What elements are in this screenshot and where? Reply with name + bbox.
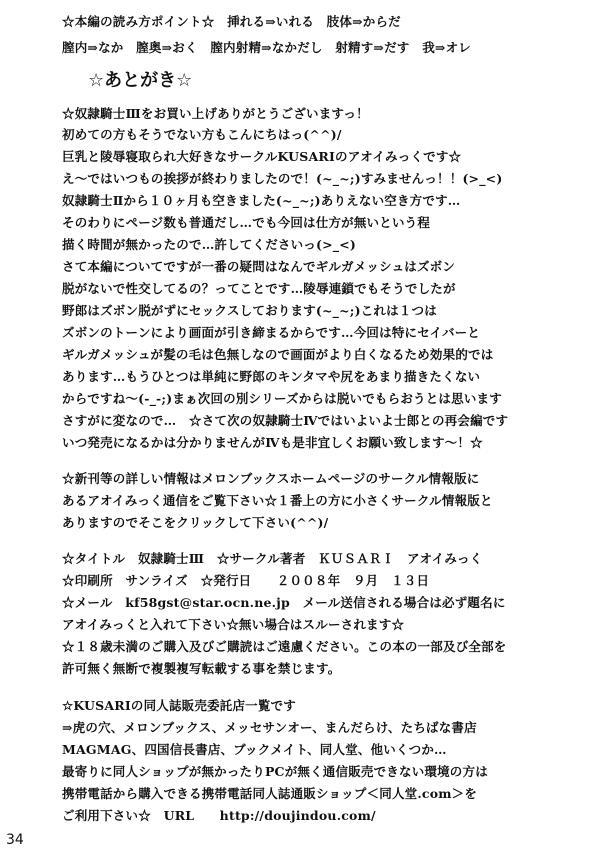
- afterword-line: さて本編についてですが一番の疑問はなんでギルガメッシュはズボン: [62, 259, 456, 274]
- afterword-line: からですね～(-_-;)まぁ次回の別シリーズからは脱いでもらおうとは思います: [62, 391, 502, 406]
- stores-line: ご利用下さい☆ URL http://doujindou.com/: [62, 808, 376, 823]
- afterword-line: ズボンのトーンにより画面が引き締まるからです…今回は特にセイバーと: [62, 325, 481, 340]
- colophon-line: アオイみっくと入れて下さい☆無い場合はスルーされます☆: [62, 617, 405, 632]
- afterword-line: さすがに変なので… ☆さて次の奴隷騎士Ⅳではいよいよ士郎との再会編です: [62, 413, 509, 428]
- stores-line: 携帯電話から購入できる携帯電話同人誌通販ショップ＜同人堂.com＞を: [62, 786, 478, 801]
- afterword-line: あります…もうひとつは単純に野郎のキンタマや尻をあまり描きたくない: [62, 369, 481, 384]
- stores-line: ⇒虎の穴、メロンブックス、メッセサンオー、まんだらけ、たちばな書店: [62, 720, 477, 735]
- afterword-line: いつ発売になるかは分かりませんがⅣも是非宜しくお願い致します～！☆: [62, 435, 483, 450]
- afterword-line: ギルガメッシュが髪の毛は色無しなので画面がより白くなるため効果的では: [62, 347, 494, 362]
- stores-line: ☆KUSARIの同人誌販売委託店一覧です: [62, 698, 296, 713]
- stores-line: 最寄りに同人ショップが無かったりPCが無く通信販売できない環境の方は: [62, 764, 488, 779]
- colophon-line: ☆メール kf58gst@star.ocn.ne.jp メール送信される場合は必ず題名に: [62, 595, 506, 610]
- afterword-line: ☆奴隷騎士Ⅲをお買い上げありがとうございますっ！: [62, 106, 369, 121]
- afterword-line: 巨乳と陵辱寝取られ大好きなサークルKUSARIのアオイみっくです☆: [62, 149, 462, 164]
- afterword-line: 野郎はズボン脱がずにセックスしております(~_~;)これは１つは: [62, 303, 437, 318]
- reading-guide-line: 膣内⇒なか 膣奥⇒おく 膣内射精⇒なかだし 射精す⇒だす 我⇒オレ: [62, 40, 471, 55]
- afterword-line: え～ではいつもの挨拶が終わりましたので！(~_~;)すみませんっ！！(>_<): [62, 171, 503, 186]
- info-line: ☆新刊等の詳しい情報はメロンブックスホームページのサークル情報版に: [62, 471, 480, 486]
- stores-line: MAGMAG、四国信長書店、ブックメイト、同人堂、他いくつか…: [62, 742, 447, 757]
- page-number: 34: [6, 832, 24, 848]
- afterword-line: そのわりにページ数も普通だし…でも今回は仕方が無いという程: [62, 215, 431, 230]
- info-line: あるアオイみっく通信をご覧下さい☆１番上の方に小さくサークル情報版と: [62, 493, 493, 508]
- afterword-line: 奴隷騎士Ⅱから１０ヶ月も空きました(~_~;)ありえない空き方です…: [62, 193, 461, 208]
- colophon-line: ☆１８歳未満のご購入及びご購読はご遠慮ください。この本の一部及び全部を: [62, 639, 507, 654]
- colophon-line: ☆印刷所 サンライズ ☆発行日 ２００８年 ９月 １３日: [62, 573, 430, 588]
- info-line: ありますのでそこをクリックして下さい(^^)/: [62, 515, 329, 530]
- reading-guide-line: ☆本編の読み方ポイント☆ 挿れる⇒いれる 肢体⇒からだ: [62, 14, 401, 29]
- colophon-line: ☆タイトル 奴隷騎士Ⅲ ☆サークル著者 ＫＵＳＡＲＩ アオイみっく: [62, 551, 483, 566]
- afterword-title: ☆あとがき☆: [88, 70, 193, 91]
- colophon-line: 許可無く無断で複製複写転載する事を禁じます。: [62, 661, 341, 676]
- afterword-line: 脱がないで性交してるの？ってことです…陵辱連鎖でもそうでしたが: [62, 281, 456, 296]
- afterword-line: 描く時間が無かったので…許してくださいっ(>_<): [62, 237, 357, 252]
- afterword-line: 初めての方もそうでない方もこんにちはっ(^^)/: [62, 127, 342, 142]
